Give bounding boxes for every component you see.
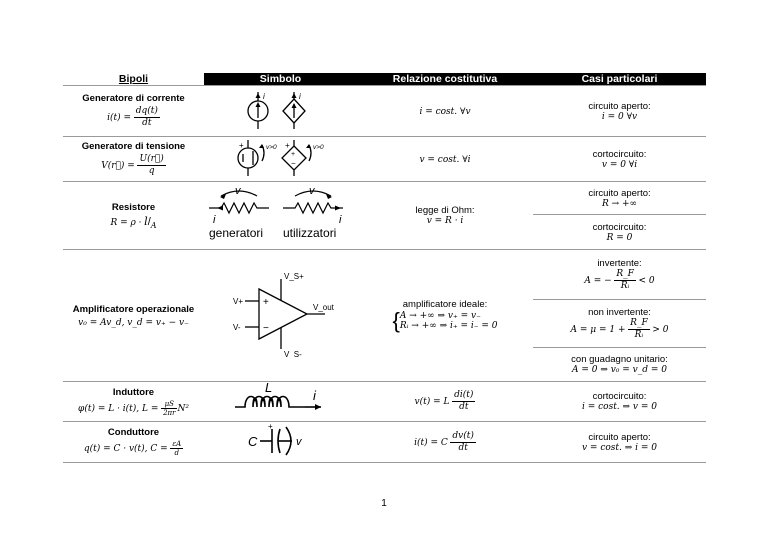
svg-text:−: − [290, 158, 296, 168]
case-lhs: A = − [584, 275, 612, 286]
case-value: R → +∞ [601, 198, 638, 209]
cell-relation [357, 182, 533, 250]
relation-title: amplificatore ideale: [402, 299, 488, 310]
bipoli-table [63, 73, 706, 463]
formula-lhs: φ(t) = L · i(t), L = [78, 403, 159, 414]
voltage-label: v>0 [312, 143, 324, 151]
formula-lhs: q(t) = C · v(t), C = [83, 444, 168, 455]
formula-fraction: $\frac{\mu S}{2\pi r}$ [163, 399, 176, 417]
cell-symbol [204, 182, 357, 250]
bipolo-name: Resistore [111, 201, 156, 213]
inductor-current-label: i [312, 388, 316, 403]
case-title: circuito aperto: [588, 431, 651, 443]
formula-lhs: V(r⃗) = [101, 161, 135, 172]
formula-fraction: $\frac{dq(t)}{dt}$ [135, 106, 158, 128]
formula-a: A [150, 220, 157, 230]
opamp-vplus: V+ [232, 297, 243, 306]
cell-bipolo [63, 86, 204, 137]
cell-symbol [204, 422, 357, 463]
cell-cases [533, 182, 706, 215]
bipolo-name: Generatore di corrente [82, 93, 185, 104]
relation-lhs: i(t) = C [414, 437, 448, 448]
capacitor-voltage-label: v [295, 435, 301, 448]
page-number: 1 [381, 498, 387, 509]
case-fraction: $\frac{R\_F}{\text{Rᵢ}}$ [616, 268, 634, 291]
cell-relation [357, 382, 533, 422]
case-value: i = cost. ⇒ v = 0 [581, 402, 658, 412]
inductor-label: L [264, 383, 272, 395]
relation-system: { A → +∞ ⇒ v₊ = v₋ Rᵢ → +∞ ⇒ i₊ = i₋ = 0 [392, 308, 498, 333]
row-opamp [63, 250, 706, 300]
case-value: v = 0 ∀i [601, 159, 638, 170]
opamp-vsplus: V_S+ [283, 272, 304, 281]
voltage-generator-symbol [226, 139, 336, 177]
case-title: invertente: [597, 257, 642, 269]
case-lhs: A = μ = 1 + [570, 324, 626, 335]
svg-text:+: + [284, 140, 290, 150]
relation-line1: A → +∞ ⇒ v₊ = v₋ [399, 311, 481, 321]
case-fraction: $\frac{R\_F}{\text{Rᵢ}}$ [630, 317, 648, 340]
row-capacitor [63, 422, 706, 463]
svg-text:+: + [267, 422, 273, 431]
case-rhs: < 0 [638, 275, 655, 286]
cell-bipolo [63, 422, 204, 463]
cell-symbol [204, 382, 357, 422]
resistor-symbol [207, 186, 355, 242]
header-row [63, 73, 706, 86]
current-generator-symbol [236, 90, 326, 130]
case-value: R = 0 [606, 232, 633, 243]
resistor-current-label: i [338, 214, 341, 226]
header-relazione: Relazione costitutiva [357, 73, 533, 86]
relation-text: i = cost. ∀v [419, 106, 471, 117]
bipolo-name: Conduttore [107, 427, 160, 438]
cell-symbol [204, 137, 357, 182]
cell-cases [533, 137, 706, 182]
cell-cases [533, 422, 706, 463]
relation-lhs: v(t) = L [414, 397, 450, 408]
row-inductor [63, 382, 706, 422]
case-rhs: > 0 [652, 324, 669, 335]
current-label: i [298, 91, 301, 101]
cell-symbol [204, 86, 357, 137]
cell-relation [357, 137, 533, 182]
cell-bipolo [63, 137, 204, 182]
row-current-generator [63, 86, 706, 137]
case-title: cortocircuito: [592, 221, 647, 233]
case-title: cortocircuito: [592, 148, 647, 160]
inductor-symbol [231, 383, 331, 417]
row-resistor [63, 182, 706, 215]
opamp-vout: V_out [312, 303, 334, 312]
formula-lhs: i(t) = [107, 113, 132, 124]
cell-cases [533, 382, 706, 422]
formula-fraction: $\frac{U(r⃗)}{q}$ [139, 154, 164, 176]
cell-bipolo [63, 382, 204, 422]
case-value: i = 0 ∀v [601, 111, 638, 122]
cell-bipolo [63, 250, 204, 382]
opamp-minus: − [262, 323, 269, 334]
header-casi: Casi particolari [533, 73, 706, 86]
cell-cases [533, 215, 706, 250]
opamp-symbol [221, 271, 341, 357]
bipolo-name: Amplificatore operazionale [72, 303, 195, 315]
opamp-vsminus: V_S- [283, 350, 302, 357]
cell-relation [357, 422, 533, 463]
header-bipoli: Bipoli [63, 73, 204, 86]
cell-cases [533, 250, 706, 300]
label-generatori: generatori [208, 226, 263, 240]
resistor-current-label: i [212, 214, 215, 226]
capacitor-symbol [246, 423, 316, 459]
resistor-voltage-label: v [234, 186, 240, 197]
relation-fraction: $\frac{dv(t)}{dt}$ [452, 430, 474, 453]
cell-cases [533, 86, 706, 137]
row-voltage-generator [63, 137, 706, 182]
formula-post: N² [177, 403, 189, 414]
relation-text: v = cost. ∀i [419, 154, 471, 165]
opamp-plus: + [262, 297, 269, 308]
capacitor-label: C [247, 433, 257, 449]
formula-text: v₀ = Av_d, v_d = v₊ − v₋ [78, 317, 189, 328]
bipolo-name: Generatore di tensione [81, 141, 186, 152]
bipolo-name: Induttore [112, 386, 155, 398]
header-simbolo: Simbolo [204, 73, 357, 86]
cell-relation [357, 86, 533, 137]
voltage-label: v>0 [265, 143, 277, 151]
case-title: con guadagno unitario: [571, 354, 668, 365]
cell-cases [533, 348, 706, 382]
cell-symbol [204, 250, 357, 382]
relation-text: v = R · i [426, 216, 464, 226]
cell-relation [357, 250, 533, 382]
relation-fraction: $\frac{di(t)}{dt}$ [454, 390, 474, 412]
cell-cases [533, 300, 706, 348]
svg-text:+: + [238, 140, 244, 150]
relation-line2: Rᵢ → +∞ ⇒ i₊ = i₋ = 0 [399, 321, 498, 331]
case-value: v = cost. ⇒ i = 0 [581, 442, 658, 453]
cell-bipolo: Resistore $R = \rho \cdot l/_A$ [63, 182, 204, 250]
formula-lhs: R = ρ · [110, 217, 142, 228]
formula-fraction: $\frac{\varepsilon A}{d}$ [172, 440, 182, 457]
relation-title: legge di Ohm: [415, 205, 475, 216]
case-title: circuito aperto: [588, 187, 651, 199]
case-value: A = 0 ⇒ v₀ = v_d = 0 [571, 365, 668, 375]
case-title: cortocircuito: [592, 391, 647, 402]
case-title: circuito aperto: [588, 100, 651, 112]
opamp-vminus: V- [232, 323, 241, 332]
current-label: i [262, 91, 265, 101]
resistor-voltage-label: v [308, 186, 314, 197]
svg-text:+: + [290, 150, 295, 158]
formula-l: l [144, 214, 148, 228]
case-title: non invertente: [588, 306, 651, 318]
label-utilizzatori: utilizzatori [282, 226, 336, 240]
